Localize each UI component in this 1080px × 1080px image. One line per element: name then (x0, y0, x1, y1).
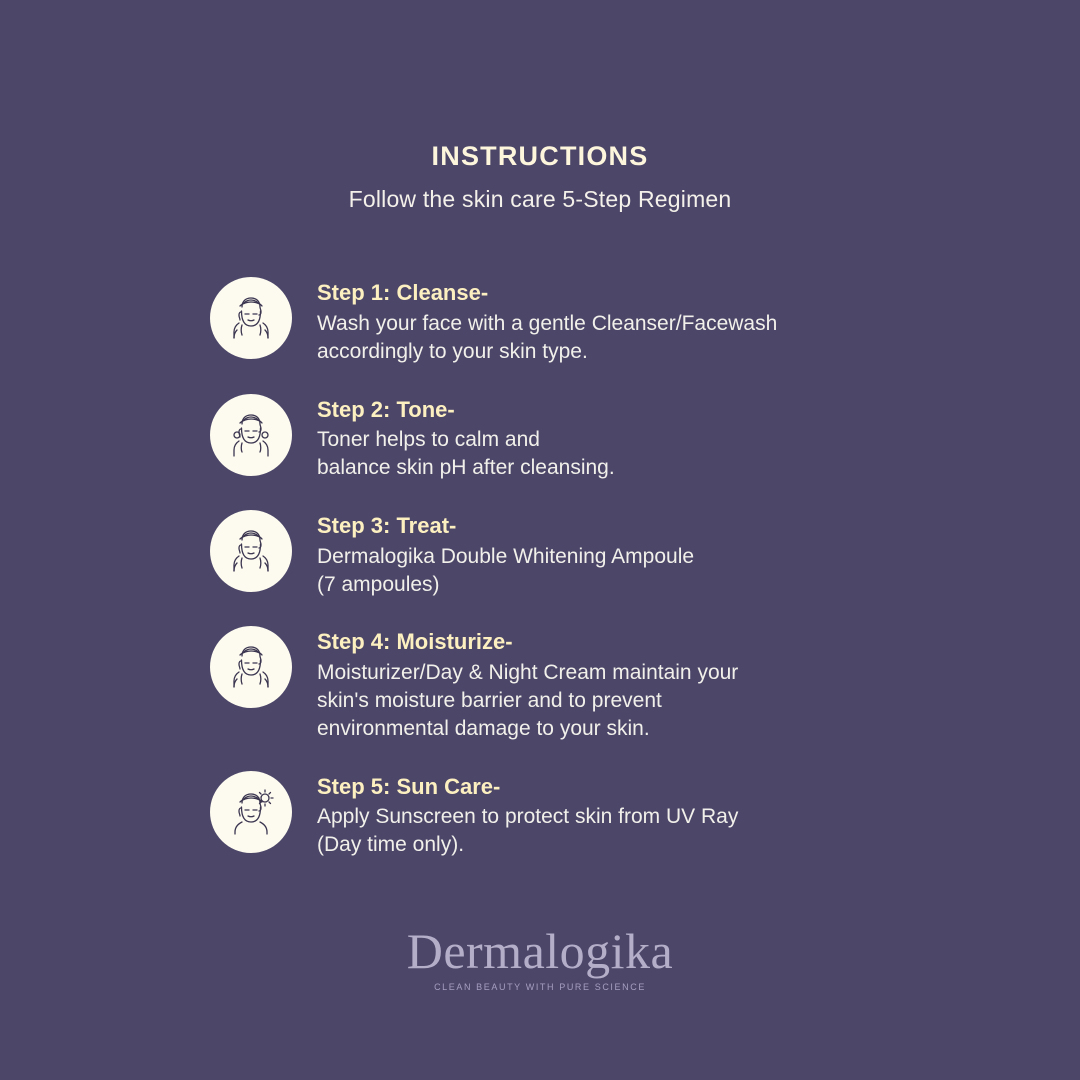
list-item (210, 624, 970, 742)
brand-tagline: CLEAN BEAUTY WITH PURE SCIENCE (434, 982, 646, 992)
step-title: Step 2: Tone- (317, 396, 455, 422)
face-treat-icon (210, 510, 292, 592)
steps-list (0, 275, 1080, 859)
brand-footer (0, 923, 1080, 992)
face-sun-care-icon (210, 771, 292, 853)
step-body (317, 769, 738, 859)
face-tone-icon (210, 394, 292, 476)
list-item (210, 392, 970, 482)
step-body (317, 275, 777, 365)
page-subtitle: Follow the skin care 5-Step Regimen (348, 186, 732, 213)
step-description: Apply Sunscreen to protect skin from UV Ray (Day time only). (317, 805, 739, 857)
step-body (317, 624, 738, 742)
step-body (317, 392, 615, 482)
face-moisturize-icon (210, 626, 292, 708)
brand-logo-text: Dermalogika (406, 923, 674, 979)
step-body (317, 508, 694, 598)
step-title: Step 4: Moisturize- (317, 629, 513, 655)
step-description: Toner helps to calm and balance skin pH after cleansing. (317, 428, 615, 480)
list-item (210, 769, 970, 859)
step-title: Step 1: Cleanse- (317, 280, 489, 306)
list-item (210, 508, 970, 598)
step-description: Moisturizer/Day & Night Cream maintain your skin's moisture barrier and to prevent environmental damage to your skin. (317, 660, 739, 740)
step-title: Step 3: Treat- (317, 513, 457, 539)
step-title: Step 5: Sun Care- (317, 773, 501, 799)
list-item (210, 275, 970, 365)
header (0, 0, 1080, 213)
step-description: Dermalogika Double Whitening Ampoule (7 ampoules) (317, 544, 695, 596)
page-title: INSTRUCTIONS (431, 141, 649, 171)
step-description: Wash your face with a gentle Cleanser/Facewash accordingly to your skin type. (317, 311, 778, 363)
face-cleanse-icon (210, 277, 292, 359)
